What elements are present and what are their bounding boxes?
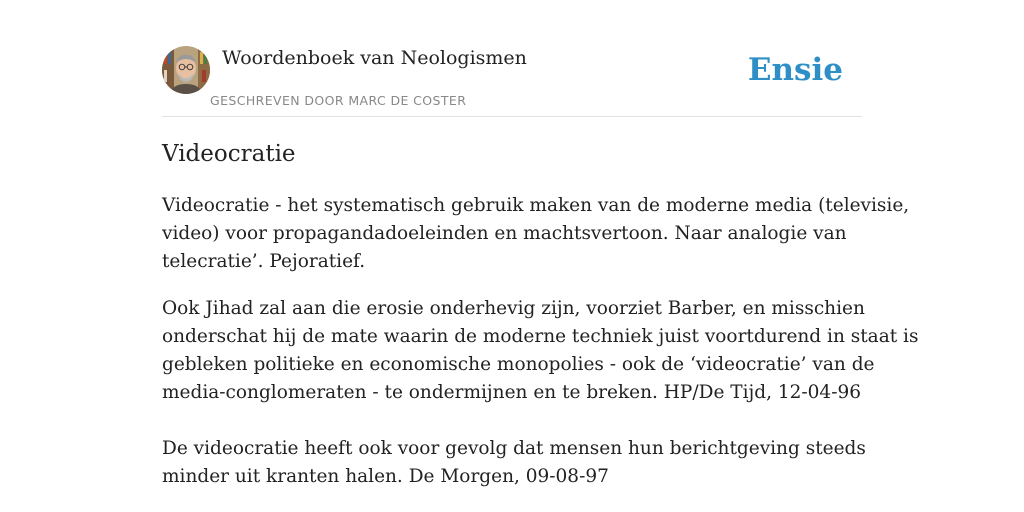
avatar[interactable] — [162, 46, 210, 94]
example-line: gebleken politieke en economische monopolies - ook de ‘videocratie’ van de — [162, 354, 875, 375]
author-portrait-icon — [162, 46, 210, 94]
example-line: Ook Jihad zal aan die erosie onderhevig zijn, voorziet Barber, en misschien — [162, 298, 865, 319]
entry-example-quote — [162, 295, 919, 407]
header — [162, 46, 862, 117]
example-line: minder uit kranten halen. De Morgen, 09-08-97 — [162, 466, 609, 487]
definition-line: Videocratie - het systematisch gebruik maken van de moderne media (televisie, — [162, 195, 910, 216]
brand-logo[interactable]: Ensie — [747, 52, 843, 88]
entry-example-quote — [162, 435, 866, 491]
entry-title: Videocratie — [162, 141, 296, 167]
example-line: De videocratie heeft ook voor gevolg dat mensen hun berichtgeving steeds — [162, 438, 866, 459]
definition-line: video) voor propagandadoeleinden en machtsvertoon. Naar analogie van — [162, 223, 847, 244]
definition-line: telecratie’. Pejoratief. — [162, 251, 366, 272]
entry-definition — [162, 192, 910, 276]
author-byline: GESCHREVEN DOOR MARC DE COSTER — [210, 93, 467, 108]
dictionary-title[interactable]: Woordenboek van Neologismen — [222, 47, 527, 69]
example-line: onderschat hij de mate waarin de moderne techniek juist voortdurend in staat is — [162, 326, 919, 347]
example-line: media-conglomeraten - te ondermijnen en te breken. HP/De Tijd, 12-04-96 — [162, 382, 861, 403]
